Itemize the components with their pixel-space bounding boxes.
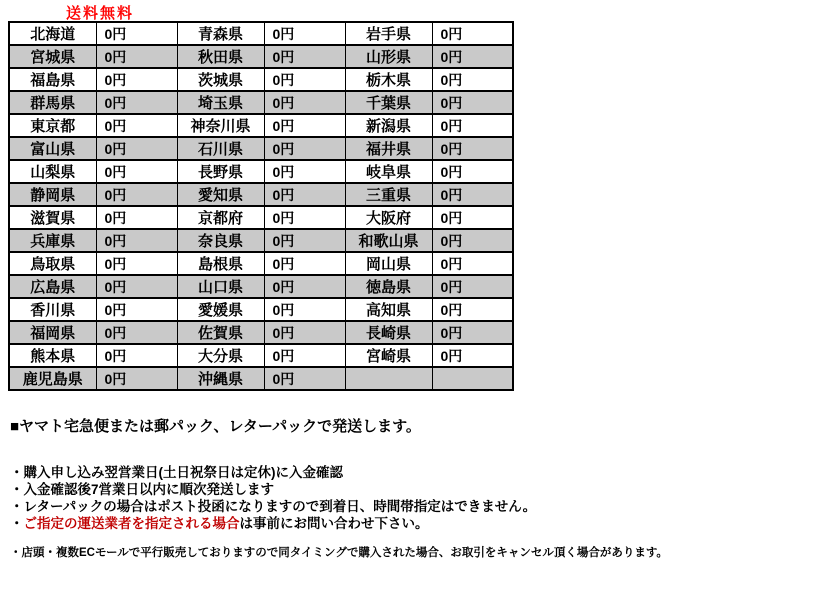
fee-cell: 0円 [432, 114, 513, 137]
prefecture-cell: 茨城県 [177, 68, 264, 91]
prefecture-cell: 鳥取県 [9, 252, 96, 275]
fee-cell: 0円 [96, 160, 177, 183]
fee-cell: 0円 [432, 229, 513, 252]
prefecture-cell: 徳島県 [345, 275, 432, 298]
fee-cell: 0円 [264, 252, 345, 275]
prefecture-cell: 福島県 [9, 68, 96, 91]
table-row [9, 206, 513, 229]
fee-cell: 0円 [264, 22, 345, 45]
prefecture-cell: 大阪府 [345, 206, 432, 229]
fee-cell: 0円 [432, 321, 513, 344]
table-row [9, 137, 513, 160]
prefecture-cell: 東京都 [9, 114, 96, 137]
prefecture-cell: 青森県 [177, 22, 264, 45]
note-payment-confirmation: ・購入申し込み翌営業日(土日祝祭日は定休)に入金確認 [10, 465, 343, 480]
table-row [9, 22, 513, 45]
fee-cell: 0円 [432, 22, 513, 45]
table-row [9, 229, 513, 252]
fee-cell: 0円 [432, 68, 513, 91]
table-row [9, 298, 513, 321]
fee-cell: 0円 [264, 114, 345, 137]
fee-cell: 0円 [96, 114, 177, 137]
prefecture-cell: 広島県 [9, 275, 96, 298]
fee-cell: 0円 [432, 298, 513, 321]
prefecture-cell: 北海道 [9, 22, 96, 45]
shipping-fee-table-body [9, 22, 513, 390]
prefecture-cell: 神奈川県 [177, 114, 264, 137]
fee-cell: 0円 [96, 137, 177, 160]
prefecture-cell: 長野県 [177, 160, 264, 183]
note-carrier-request-highlight: ご指定の運送業者を指定される場合 [23, 516, 240, 531]
table-row [9, 91, 513, 114]
fee-cell: 0円 [96, 206, 177, 229]
fee-cell: 0円 [264, 68, 345, 91]
fee-cell: 0円 [96, 321, 177, 344]
free-shipping-label: 送料無料 [66, 5, 135, 22]
prefecture-cell: 山形県 [345, 45, 432, 68]
prefecture-cell: 島根県 [177, 252, 264, 275]
prefecture-cell: 宮城県 [9, 45, 96, 68]
fee-cell: 0円 [264, 206, 345, 229]
prefecture-cell: 富山県 [9, 137, 96, 160]
prefecture-cell: 岐阜県 [345, 160, 432, 183]
fee-cell: 0円 [96, 275, 177, 298]
fee-cell: 0円 [96, 344, 177, 367]
table-row [9, 183, 513, 206]
fee-cell: 0円 [264, 91, 345, 114]
fee-cell: 0円 [264, 45, 345, 68]
note-carrier-request [10, 515, 668, 532]
fee-cell: 0円 [432, 137, 513, 160]
table-row [9, 321, 513, 344]
shipping-notes [10, 415, 668, 560]
prefecture-cell: 新潟県 [345, 114, 432, 137]
fee-cell: 0円 [96, 367, 177, 390]
prefecture-cell: 三重県 [345, 183, 432, 206]
fee-cell: 0円 [264, 160, 345, 183]
prefecture-cell: 滋賀県 [9, 206, 96, 229]
prefecture-cell: 愛媛県 [177, 298, 264, 321]
table-row [9, 68, 513, 91]
fee-cell: 0円 [432, 91, 513, 114]
fee-cell: 0円 [96, 68, 177, 91]
prefecture-cell: 静岡県 [9, 183, 96, 206]
fee-cell: 0円 [432, 252, 513, 275]
fee-cell: 0円 [432, 183, 513, 206]
prefecture-cell [345, 367, 432, 390]
table-row [9, 275, 513, 298]
prefecture-cell: 秋田県 [177, 45, 264, 68]
prefecture-cell: 埼玉県 [177, 91, 264, 114]
fee-cell: 0円 [264, 344, 345, 367]
prefecture-cell: 岡山県 [345, 252, 432, 275]
prefecture-cell: 熊本県 [9, 344, 96, 367]
table-row [9, 114, 513, 137]
prefecture-cell: 愛知県 [177, 183, 264, 206]
prefecture-cell: 和歌山県 [345, 229, 432, 252]
fee-cell: 0円 [96, 22, 177, 45]
fee-cell: 0円 [264, 183, 345, 206]
note-dispatch-schedule: ・入金確認後7営業日以内に順次発送します [10, 482, 275, 497]
prefecture-cell: 香川県 [9, 298, 96, 321]
note-carrier-request-rest: は事前にお問い合わせ下さい。 [239, 516, 429, 531]
table-row [9, 160, 513, 183]
prefecture-cell: 栃木県 [345, 68, 432, 91]
fee-cell: 0円 [264, 321, 345, 344]
prefecture-cell: 千葉県 [345, 91, 432, 114]
fee-cell: 0円 [96, 252, 177, 275]
note-letterpack-delivery: ・レターパックの場合はポスト投函になりますので到着日、時間帯指定はできません。 [10, 499, 537, 514]
fee-cell [432, 367, 513, 390]
note-parallel-sales: ・店頭・複数ECモールで平行販売しておりますので同タイミングで購入された場合、お取引をキャンセル頂く場合があります。 [10, 547, 668, 559]
prefecture-cell: 群馬県 [9, 91, 96, 114]
note-carrier-request-bullet: ・ [10, 516, 24, 531]
fee-cell: 0円 [96, 229, 177, 252]
prefecture-cell: 兵庫県 [9, 229, 96, 252]
fee-cell: 0円 [264, 367, 345, 390]
prefecture-cell: 京都府 [177, 206, 264, 229]
table-row [9, 367, 513, 390]
fee-cell: 0円 [432, 275, 513, 298]
fee-cell: 0円 [264, 275, 345, 298]
table-row [9, 252, 513, 275]
prefecture-cell: 鹿児島県 [9, 367, 96, 390]
prefecture-cell: 宮崎県 [345, 344, 432, 367]
fee-cell: 0円 [432, 344, 513, 367]
fee-cell: 0円 [432, 45, 513, 68]
fee-cell: 0円 [432, 206, 513, 229]
prefecture-cell: 福岡県 [9, 321, 96, 344]
prefecture-cell: 佐賀県 [177, 321, 264, 344]
prefecture-cell: 長崎県 [345, 321, 432, 344]
prefecture-cell: 福井県 [345, 137, 432, 160]
prefecture-cell: 大分県 [177, 344, 264, 367]
prefecture-cell: 沖縄県 [177, 367, 264, 390]
shipping-method-heading: ■ヤマト宅急便または郵パック、レターパックで発送します。 [10, 418, 421, 435]
fee-cell: 0円 [96, 298, 177, 321]
shipping-fee-table [8, 21, 514, 391]
fee-cell: 0円 [264, 137, 345, 160]
prefecture-cell: 山口県 [177, 275, 264, 298]
prefecture-cell: 奈良県 [177, 229, 264, 252]
prefecture-cell: 石川県 [177, 137, 264, 160]
prefecture-cell: 岩手県 [345, 22, 432, 45]
fee-cell: 0円 [432, 160, 513, 183]
table-row [9, 45, 513, 68]
fee-cell: 0円 [96, 45, 177, 68]
fee-cell: 0円 [96, 183, 177, 206]
fee-cell: 0円 [96, 91, 177, 114]
table-row [9, 344, 513, 367]
prefecture-cell: 山梨県 [9, 160, 96, 183]
fee-cell: 0円 [264, 229, 345, 252]
prefecture-cell: 高知県 [345, 298, 432, 321]
fee-cell: 0円 [264, 298, 345, 321]
